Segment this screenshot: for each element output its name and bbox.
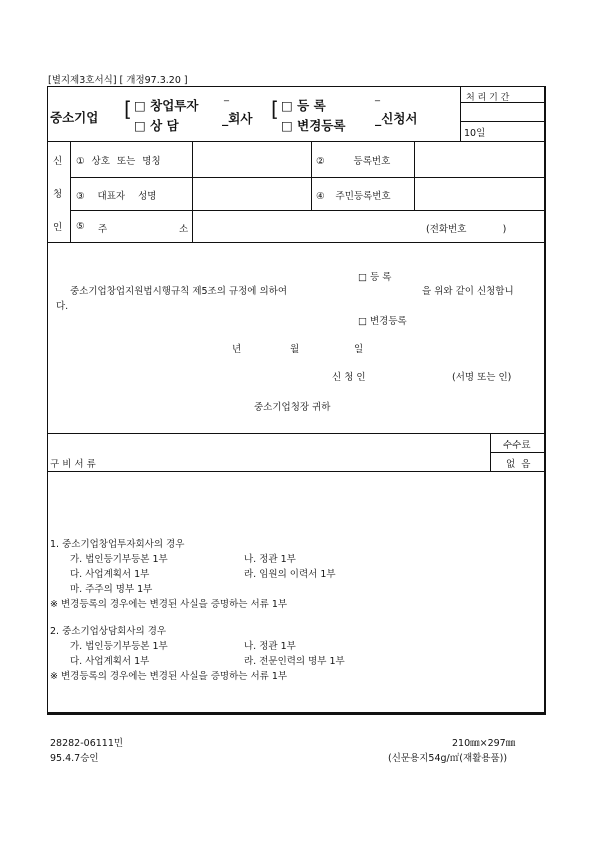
doc-item-1a: 가. 법인등기부등본 1부: [70, 554, 168, 565]
approval-date: 95.4.7승인: [50, 753, 99, 764]
doc-item-2c: 다. 사업계획서 1부: [70, 656, 150, 667]
bracket-left-2: [: [271, 97, 279, 121]
section-divider: [48, 141, 546, 142]
doc-item-2b: 나. 정관 1부: [244, 641, 296, 652]
applicant-col-line-2: [311, 141, 312, 210]
applicant-side-label-1: 신: [53, 156, 63, 167]
field-label-address-b: 소: [179, 224, 189, 235]
recipient-label: 중소기업청장 귀하: [254, 402, 331, 413]
doc-item-1d: 라. 임원의 이력서 1부: [244, 569, 336, 580]
doc-item-1e: 마. 주주의 명부 1부: [70, 584, 153, 595]
field-label-address-a: 주: [98, 224, 108, 235]
field-label-registration-number: ② 등록번호: [316, 156, 391, 167]
input-registration-number[interactable]: [416, 143, 544, 175]
signer-label: 신 청 인: [332, 372, 366, 383]
statement-text-tail: 을 위와 같이 신청합니: [422, 286, 514, 297]
statement-text-line1: 중소기업창업지원법시행규칙 제5조의 규정에 의하여: [70, 286, 287, 297]
field-address-number: ⑤: [76, 221, 85, 232]
date-year-label: 년: [232, 344, 242, 355]
underscore-mark-1: _: [224, 91, 229, 102]
field-label-representative: ③ 대표자 성명: [76, 191, 157, 202]
input-representative[interactable]: [194, 179, 309, 209]
period-box-divider: [460, 87, 461, 141]
statement-text-line2: 다.: [56, 301, 69, 312]
signature-label: (서명 또는 인): [452, 372, 512, 383]
option-register[interactable]: □ 등 록: [281, 98, 326, 113]
form-title-application: _신청서: [375, 111, 418, 126]
fee-box-mid: [490, 452, 546, 453]
applicant-col-line-1: [192, 141, 193, 242]
doc-item-1b: 나. 정관 1부: [244, 554, 296, 565]
form-number-tag: [별지제3호서식] [ 개정97.3.20 ]: [48, 75, 188, 86]
phone-number-label: (전화번호 ): [426, 224, 507, 235]
bracket-left-1: [: [124, 97, 132, 121]
paper-type: (신문용지54g/㎡(재활용품)): [388, 753, 508, 764]
statement-option-register[interactable]: □ 등 록: [358, 272, 392, 283]
date-month-label: 월: [290, 344, 300, 355]
doc-item-1c: 다. 사업계획서 1부: [70, 569, 150, 580]
applicant-side-label-3: 인: [53, 222, 63, 233]
doc-note-1: ※ 변경등록의 경우에는 변경된 사실을 증명하는 서류 1부: [50, 599, 288, 610]
option-change-register[interactable]: □ 변경등록: [281, 118, 346, 133]
underscore-mark-2: _: [375, 91, 380, 102]
period-box-line-2: [460, 121, 546, 122]
field-label-company-name: ① 상호 또는 명칭: [76, 156, 161, 167]
applicant-side-label-2: 청: [53, 189, 63, 200]
statement-option-change[interactable]: □ 변경등록: [358, 316, 407, 327]
doc-item-2a: 가. 법인등기부등본 1부: [70, 641, 168, 652]
form-code: 28282-06111민: [50, 738, 124, 749]
applicant-bottom-line: [48, 242, 546, 243]
fee-label: 수수료: [503, 440, 531, 451]
input-company-name[interactable]: [194, 143, 309, 175]
required-documents-label: 구 비 서 류: [50, 459, 96, 470]
input-resident-number[interactable]: [416, 179, 544, 209]
doc-section-2-title: 2. 중소기업상담회사의 경우: [50, 626, 167, 637]
doc-section-1-title: 1. 중소기업창업투자회사의 경우: [50, 539, 185, 550]
applicant-col-line-3: [414, 141, 415, 210]
documents-divider: [48, 433, 546, 434]
fee-box-bottom: [48, 471, 546, 472]
processing-period-value: 10일: [464, 128, 486, 139]
field-label-resident-number: ④ 주민등록번호: [316, 191, 391, 202]
option-startup-investment[interactable]: □ 창업투자: [134, 98, 199, 113]
option-consulting[interactable]: □ 상 담: [134, 118, 179, 133]
input-address[interactable]: [194, 212, 414, 241]
application-form: [47, 86, 546, 715]
form-title-company: 중소기업: [50, 110, 99, 125]
applicant-side-divider: [70, 141, 71, 242]
date-day-label: 일: [354, 344, 364, 355]
fee-value: 없 음: [506, 459, 531, 470]
paper-size: 210㎜×297㎜: [452, 738, 516, 749]
form-title-hoesa: _회사: [222, 111, 253, 126]
doc-item-2d: 라. 전문인력의 명부 1부: [244, 656, 345, 667]
applicant-row-line-2: [70, 210, 546, 211]
applicant-row-line-1: [70, 177, 546, 178]
doc-note-2: ※ 변경등록의 경우에는 변경된 사실을 증명하는 서류 1부: [50, 671, 288, 682]
processing-period-label: 처 리 기 간: [466, 93, 510, 103]
